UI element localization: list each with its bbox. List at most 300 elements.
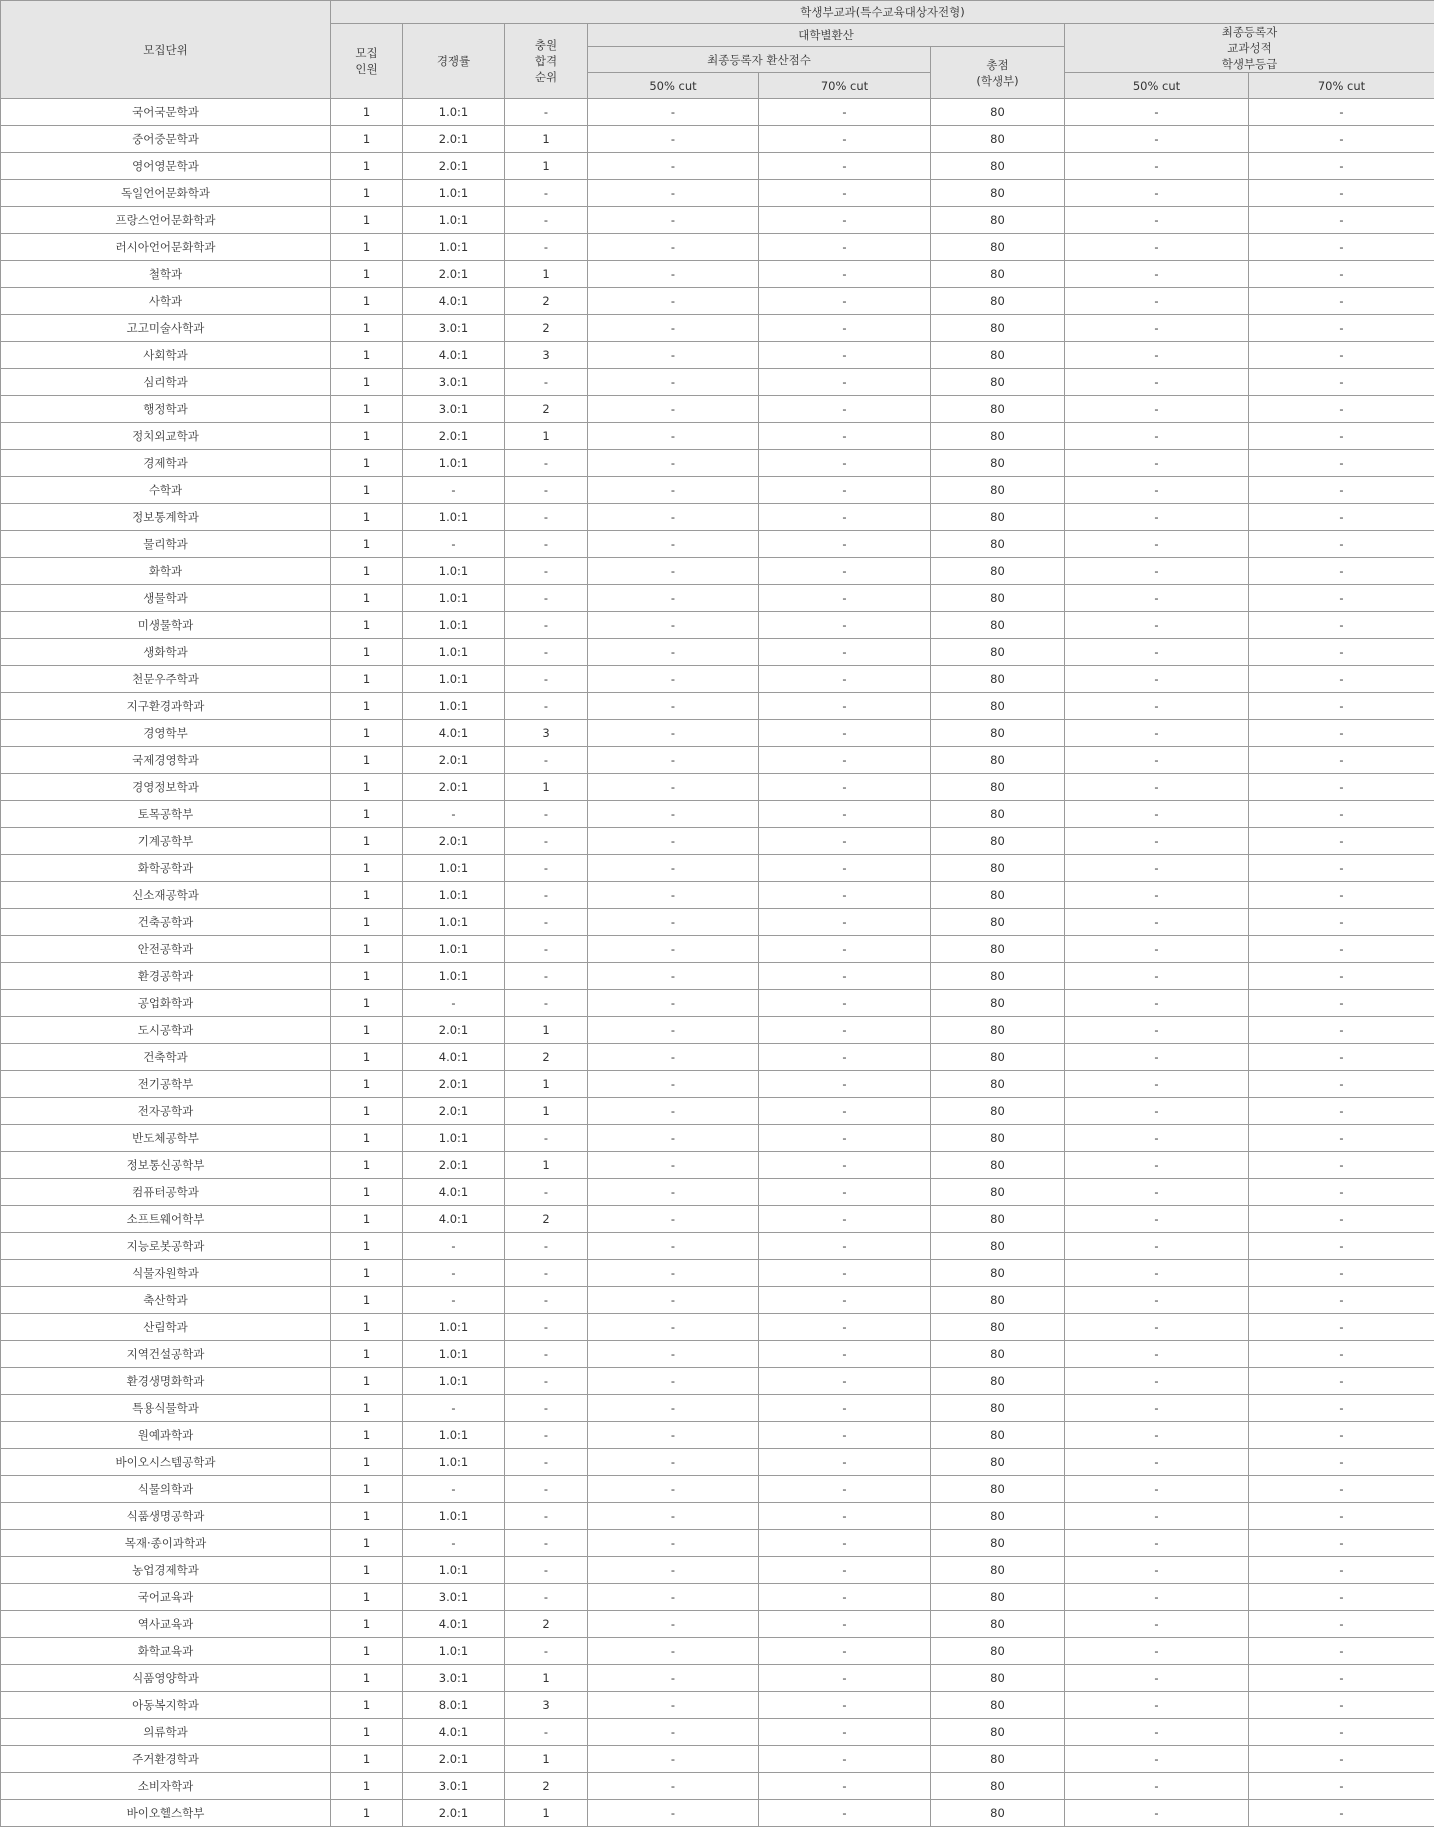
- unit-cell: 건축공학과: [1, 909, 331, 936]
- waitlist-cell: -: [505, 1125, 588, 1152]
- waitlist-cell: -: [505, 180, 588, 207]
- grade-cut70-cell: -: [1249, 1692, 1434, 1719]
- score-cut50-cell: -: [588, 1044, 759, 1071]
- score-cut50-cell: -: [588, 153, 759, 180]
- score-cut50-cell: -: [588, 504, 759, 531]
- ratio-cell: 1.0:1: [403, 1341, 505, 1368]
- total-score-cell: 80: [931, 1530, 1065, 1557]
- score-cut70-cell: -: [759, 1287, 931, 1314]
- quota-cell: 1: [331, 1773, 403, 1800]
- quota-cell: 1: [331, 369, 403, 396]
- ratio-cell: 2.0:1: [403, 1746, 505, 1773]
- score-cut50-cell: -: [588, 234, 759, 261]
- unit-cell: 화학공학과: [1, 855, 331, 882]
- table-row: [1, 558, 1434, 585]
- score-cut70-cell: -: [759, 1719, 931, 1746]
- total-score-cell: 80: [931, 1287, 1065, 1314]
- total-score-cell: 80: [931, 450, 1065, 477]
- score-cut50-cell: -: [588, 1719, 759, 1746]
- ratio-cell: 3.0:1: [403, 1584, 505, 1611]
- table-row: [1, 396, 1434, 423]
- total-score-cell: 80: [931, 369, 1065, 396]
- table-row: [1, 1665, 1434, 1692]
- header-final-converted-score: 최종등록자 환산점수: [588, 47, 931, 73]
- table-row: [1, 1746, 1434, 1773]
- grade-cut50-cell: -: [1065, 747, 1249, 774]
- quota-cell: 1: [331, 801, 403, 828]
- unit-cell: 지역건설공학과: [1, 1341, 331, 1368]
- waitlist-cell: 2: [505, 1044, 588, 1071]
- score-cut70-cell: -: [759, 1071, 931, 1098]
- score-cut70-cell: -: [759, 1152, 931, 1179]
- quota-cell: 1: [331, 747, 403, 774]
- total-score-cell: 80: [931, 1557, 1065, 1584]
- table-row: [1, 99, 1434, 126]
- total-score-cell: 80: [931, 1179, 1065, 1206]
- unit-cell: 국어국문학과: [1, 99, 331, 126]
- total-score-cell: 80: [931, 990, 1065, 1017]
- table-row: [1, 1368, 1434, 1395]
- score-cut70-cell: -: [759, 1800, 931, 1827]
- quota-cell: 1: [331, 990, 403, 1017]
- ratio-cell: 2.0:1: [403, 1152, 505, 1179]
- score-cut50-cell: -: [588, 1800, 759, 1827]
- score-cut50-cell: -: [588, 828, 759, 855]
- ratio-cell: 1.0:1: [403, 1368, 505, 1395]
- total-score-cell: 80: [931, 1206, 1065, 1233]
- grade-cut50-cell: -: [1065, 180, 1249, 207]
- total-score-cell: 80: [931, 666, 1065, 693]
- total-score-cell: 80: [931, 1773, 1065, 1800]
- grade-cut50-cell: -: [1065, 801, 1249, 828]
- quota-cell: 1: [331, 774, 403, 801]
- quota-cell: 1: [331, 180, 403, 207]
- score-cut50-cell: -: [588, 909, 759, 936]
- total-score-cell: 80: [931, 261, 1065, 288]
- quota-cell: 1: [331, 477, 403, 504]
- ratio-cell: -: [403, 1395, 505, 1422]
- quota-cell: 1: [331, 99, 403, 126]
- grade-cut50-cell: -: [1065, 1071, 1249, 1098]
- ratio-cell: 1.0:1: [403, 855, 505, 882]
- total-score-cell: 80: [931, 1368, 1065, 1395]
- total-score-cell: 80: [931, 1341, 1065, 1368]
- grade-cut70-cell: -: [1249, 450, 1434, 477]
- waitlist-cell: 1: [505, 774, 588, 801]
- unit-cell: 식품생명공학과: [1, 1503, 331, 1530]
- unit-cell: 역사교육과: [1, 1611, 331, 1638]
- ratio-cell: 8.0:1: [403, 1692, 505, 1719]
- score-cut70-cell: -: [759, 558, 931, 585]
- score-cut50-cell: -: [588, 1071, 759, 1098]
- unit-cell: 바이오헬스학부: [1, 1800, 331, 1827]
- grade-cut70-cell: -: [1249, 1017, 1434, 1044]
- score-cut50-cell: -: [588, 315, 759, 342]
- score-cut70-cell: -: [759, 1098, 931, 1125]
- quota-cell: 1: [331, 1584, 403, 1611]
- grade-cut50-cell: -: [1065, 909, 1249, 936]
- quota-cell: 1: [331, 1557, 403, 1584]
- unit-cell: 반도체공학부: [1, 1125, 331, 1152]
- ratio-cell: 3.0:1: [403, 369, 505, 396]
- grade-cut50-cell: -: [1065, 342, 1249, 369]
- score-cut70-cell: -: [759, 1260, 931, 1287]
- waitlist-cell: -: [505, 450, 588, 477]
- score-cut50-cell: -: [588, 1152, 759, 1179]
- unit-cell: 화학교육과: [1, 1638, 331, 1665]
- waitlist-cell: -: [505, 1233, 588, 1260]
- grade-cut70-cell: -: [1249, 882, 1434, 909]
- ratio-cell: 1.0:1: [403, 936, 505, 963]
- score-cut50-cell: -: [588, 1233, 759, 1260]
- table-row: [1, 1800, 1434, 1827]
- waitlist-cell: -: [505, 855, 588, 882]
- score-cut70-cell: -: [759, 261, 931, 288]
- score-cut70-cell: -: [759, 315, 931, 342]
- score-cut70-cell: -: [759, 288, 931, 315]
- table-row: [1, 477, 1434, 504]
- waitlist-cell: -: [505, 1449, 588, 1476]
- table-row: [1, 126, 1434, 153]
- score-cut50-cell: -: [588, 1125, 759, 1152]
- unit-cell: 바이오시스템공학과: [1, 1449, 331, 1476]
- table-row: [1, 801, 1434, 828]
- waitlist-cell: 2: [505, 1206, 588, 1233]
- grade-cut50-cell: -: [1065, 450, 1249, 477]
- total-score-cell: 80: [931, 1692, 1065, 1719]
- grade-cut50-cell: -: [1065, 99, 1249, 126]
- grade-cut50-cell: -: [1065, 639, 1249, 666]
- score-cut50-cell: -: [588, 126, 759, 153]
- ratio-cell: 1.0:1: [403, 612, 505, 639]
- unit-cell: 기계공학부: [1, 828, 331, 855]
- score-cut70-cell: -: [759, 720, 931, 747]
- score-cut50-cell: -: [588, 747, 759, 774]
- table-row: [1, 369, 1434, 396]
- table-row: [1, 1179, 1434, 1206]
- table-header: [1, 1, 1434, 99]
- waitlist-cell: -: [505, 1368, 588, 1395]
- grade-cut70-cell: -: [1249, 1260, 1434, 1287]
- score-cut50-cell: -: [588, 882, 759, 909]
- quota-cell: 1: [331, 1638, 403, 1665]
- table-row: [1, 153, 1434, 180]
- quota-cell: 1: [331, 153, 403, 180]
- score-cut50-cell: -: [588, 693, 759, 720]
- ratio-cell: 1.0:1: [403, 1314, 505, 1341]
- table-row: [1, 720, 1434, 747]
- total-score-cell: 80: [931, 855, 1065, 882]
- grade-cut70-cell: -: [1249, 1314, 1434, 1341]
- quota-cell: 1: [331, 1692, 403, 1719]
- score-cut50-cell: -: [588, 1773, 759, 1800]
- waitlist-cell: -: [505, 639, 588, 666]
- total-score-cell: 80: [931, 396, 1065, 423]
- score-cut50-cell: -: [588, 639, 759, 666]
- quota-cell: 1: [331, 531, 403, 558]
- ratio-cell: 1.0:1: [403, 639, 505, 666]
- grade-cut70-cell: -: [1249, 1800, 1434, 1827]
- total-score-cell: 80: [931, 288, 1065, 315]
- score-cut70-cell: -: [759, 1557, 931, 1584]
- score-cut70-cell: -: [759, 1638, 931, 1665]
- grade-cut70-cell: -: [1249, 1665, 1434, 1692]
- waitlist-cell: -: [505, 1179, 588, 1206]
- unit-cell: 산림학과: [1, 1314, 331, 1341]
- total-score-cell: 80: [931, 774, 1065, 801]
- unit-cell: 아동복지학과: [1, 1692, 331, 1719]
- score-cut50-cell: -: [588, 558, 759, 585]
- total-score-cell: 80: [931, 342, 1065, 369]
- waitlist-cell: 1: [505, 126, 588, 153]
- grade-cut50-cell: -: [1065, 531, 1249, 558]
- grade-cut70-cell: -: [1249, 909, 1434, 936]
- grade-cut50-cell: -: [1065, 1476, 1249, 1503]
- quota-cell: 1: [331, 1341, 403, 1368]
- total-score-cell: 80: [931, 882, 1065, 909]
- unit-cell: 안전공학과: [1, 936, 331, 963]
- grade-cut50-cell: -: [1065, 1314, 1249, 1341]
- waitlist-cell: -: [505, 504, 588, 531]
- ratio-cell: 1.0:1: [403, 450, 505, 477]
- ratio-cell: 1.0:1: [403, 1503, 505, 1530]
- waitlist-cell: -: [505, 558, 588, 585]
- waitlist-cell: -: [505, 1476, 588, 1503]
- grade-cut50-cell: -: [1065, 558, 1249, 585]
- grade-cut70-cell: -: [1249, 1179, 1434, 1206]
- score-cut70-cell: -: [759, 1746, 931, 1773]
- grade-cut70-cell: -: [1249, 747, 1434, 774]
- grade-cut50-cell: -: [1065, 1233, 1249, 1260]
- grade-cut50-cell: -: [1065, 693, 1249, 720]
- waitlist-cell: -: [505, 207, 588, 234]
- ratio-cell: 1.0:1: [403, 558, 505, 585]
- unit-cell: 프랑스언어문화학과: [1, 207, 331, 234]
- unit-cell: 심리학과: [1, 369, 331, 396]
- grade-cut70-cell: -: [1249, 990, 1434, 1017]
- total-score-cell: 80: [931, 963, 1065, 990]
- score-cut50-cell: -: [588, 450, 759, 477]
- unit-cell: 중어중문학과: [1, 126, 331, 153]
- header-score-cut-50: 50% cut: [588, 73, 759, 99]
- grade-cut70-cell: -: [1249, 1773, 1434, 1800]
- total-score-cell: 80: [931, 1449, 1065, 1476]
- score-cut70-cell: -: [759, 234, 931, 261]
- grade-cut70-cell: -: [1249, 801, 1434, 828]
- ratio-cell: 1.0:1: [403, 1449, 505, 1476]
- score-cut50-cell: -: [588, 369, 759, 396]
- table-row: [1, 612, 1434, 639]
- score-cut70-cell: -: [759, 1314, 931, 1341]
- score-cut50-cell: -: [588, 1476, 759, 1503]
- header-recruit-unit: 모집단위: [1, 1, 331, 99]
- table-row: [1, 828, 1434, 855]
- ratio-cell: 1.0:1: [403, 585, 505, 612]
- unit-cell: 사학과: [1, 288, 331, 315]
- grade-cut50-cell: -: [1065, 234, 1249, 261]
- score-cut50-cell: -: [588, 1314, 759, 1341]
- grade-cut50-cell: -: [1065, 1206, 1249, 1233]
- ratio-cell: 1.0:1: [403, 207, 505, 234]
- ratio-cell: 2.0:1: [403, 261, 505, 288]
- waitlist-cell: -: [505, 1638, 588, 1665]
- score-cut70-cell: -: [759, 1530, 931, 1557]
- grade-cut70-cell: -: [1249, 531, 1434, 558]
- table-row: [1, 1125, 1434, 1152]
- ratio-cell: 4.0:1: [403, 342, 505, 369]
- unit-cell: 토목공학부: [1, 801, 331, 828]
- header-grade-cut-70: 70% cut: [1249, 73, 1434, 99]
- grade-cut50-cell: -: [1065, 774, 1249, 801]
- ratio-cell: 2.0:1: [403, 153, 505, 180]
- unit-cell: 경영정보학과: [1, 774, 331, 801]
- grade-cut70-cell: -: [1249, 612, 1434, 639]
- ratio-cell: -: [403, 801, 505, 828]
- waitlist-cell: 1: [505, 1746, 588, 1773]
- table-row: [1, 1098, 1434, 1125]
- score-cut50-cell: -: [588, 423, 759, 450]
- quota-cell: 1: [331, 720, 403, 747]
- table-row: [1, 1314, 1434, 1341]
- quota-cell: 1: [331, 342, 403, 369]
- score-cut50-cell: -: [588, 1503, 759, 1530]
- total-score-cell: 80: [931, 1071, 1065, 1098]
- unit-cell: 목재·종이과학과: [1, 1530, 331, 1557]
- table-row: [1, 774, 1434, 801]
- table-row: [1, 1476, 1434, 1503]
- unit-cell: 신소재공학과: [1, 882, 331, 909]
- unit-cell: 농업경제학과: [1, 1557, 331, 1584]
- grade-cut50-cell: -: [1065, 369, 1249, 396]
- total-score-cell: 80: [931, 1422, 1065, 1449]
- grade-cut70-cell: -: [1249, 261, 1434, 288]
- table-row: [1, 1206, 1434, 1233]
- score-cut50-cell: -: [588, 1530, 759, 1557]
- quota-cell: 1: [331, 963, 403, 990]
- total-score-cell: 80: [931, 639, 1065, 666]
- quota-cell: 1: [331, 639, 403, 666]
- table-row: [1, 504, 1434, 531]
- waitlist-cell: -: [505, 1422, 588, 1449]
- grade-cut70-cell: -: [1249, 1233, 1434, 1260]
- quota-cell: 1: [331, 585, 403, 612]
- quota-cell: 1: [331, 1287, 403, 1314]
- waitlist-cell: -: [505, 1287, 588, 1314]
- unit-cell: 영어영문학과: [1, 153, 331, 180]
- grade-cut70-cell: -: [1249, 1368, 1434, 1395]
- table-row: [1, 1692, 1434, 1719]
- score-cut70-cell: -: [759, 828, 931, 855]
- quota-cell: 1: [331, 666, 403, 693]
- score-cut70-cell: -: [759, 1773, 931, 1800]
- score-cut50-cell: -: [588, 1017, 759, 1044]
- grade-cut70-cell: -: [1249, 315, 1434, 342]
- grade-cut50-cell: -: [1065, 585, 1249, 612]
- grade-cut50-cell: -: [1065, 1692, 1249, 1719]
- unit-cell: 물리학과: [1, 531, 331, 558]
- waitlist-cell: 1: [505, 153, 588, 180]
- table-row: [1, 1260, 1434, 1287]
- quota-cell: 1: [331, 126, 403, 153]
- total-score-cell: 80: [931, 1314, 1065, 1341]
- score-cut70-cell: -: [759, 1611, 931, 1638]
- ratio-cell: -: [403, 1530, 505, 1557]
- table-row: [1, 1017, 1434, 1044]
- waitlist-cell: 2: [505, 396, 588, 423]
- header-grade-cut-50: 50% cut: [1065, 73, 1249, 99]
- grade-cut50-cell: -: [1065, 1260, 1249, 1287]
- total-score-cell: 80: [931, 1800, 1065, 1827]
- grade-cut70-cell: -: [1249, 396, 1434, 423]
- unit-cell: 전기공학부: [1, 1071, 331, 1098]
- grade-cut50-cell: -: [1065, 1179, 1249, 1206]
- grade-cut70-cell: -: [1249, 1152, 1434, 1179]
- grade-cut70-cell: -: [1249, 1611, 1434, 1638]
- grade-cut70-cell: -: [1249, 423, 1434, 450]
- ratio-cell: 4.0:1: [403, 720, 505, 747]
- ratio-cell: 3.0:1: [403, 1773, 505, 1800]
- grade-cut70-cell: -: [1249, 1287, 1434, 1314]
- table-row: [1, 1341, 1434, 1368]
- quota-cell: 1: [331, 1719, 403, 1746]
- unit-cell: 천문우주학과: [1, 666, 331, 693]
- quota-cell: 1: [331, 828, 403, 855]
- ratio-cell: 2.0:1: [403, 126, 505, 153]
- score-cut50-cell: -: [588, 1287, 759, 1314]
- grade-cut70-cell: -: [1249, 153, 1434, 180]
- waitlist-cell: -: [505, 531, 588, 558]
- table-row: [1, 342, 1434, 369]
- header-total-score: 총점 (학생부): [931, 47, 1065, 99]
- ratio-cell: 4.0:1: [403, 1206, 505, 1233]
- grade-cut50-cell: -: [1065, 288, 1249, 315]
- quota-cell: 1: [331, 450, 403, 477]
- quota-cell: 1: [331, 234, 403, 261]
- quota-cell: 1: [331, 1206, 403, 1233]
- grade-cut70-cell: -: [1249, 1395, 1434, 1422]
- ratio-cell: 4.0:1: [403, 1179, 505, 1206]
- ratio-cell: 1.0:1: [403, 504, 505, 531]
- score-cut50-cell: -: [588, 585, 759, 612]
- grade-cut50-cell: -: [1065, 1422, 1249, 1449]
- total-score-cell: 80: [931, 1098, 1065, 1125]
- score-cut70-cell: -: [759, 882, 931, 909]
- waitlist-cell: -: [505, 1503, 588, 1530]
- score-cut70-cell: -: [759, 1179, 931, 1206]
- grade-cut50-cell: -: [1065, 207, 1249, 234]
- waitlist-cell: 1: [505, 1017, 588, 1044]
- table-row: [1, 261, 1434, 288]
- ratio-cell: 3.0:1: [403, 396, 505, 423]
- ratio-cell: -: [403, 1260, 505, 1287]
- unit-cell: 정보통계학과: [1, 504, 331, 531]
- grade-cut70-cell: -: [1249, 1530, 1434, 1557]
- unit-cell: 식물자원학과: [1, 1260, 331, 1287]
- ratio-cell: 2.0:1: [403, 423, 505, 450]
- table-body: [1, 99, 1434, 1827]
- quota-cell: 1: [331, 288, 403, 315]
- quota-cell: 1: [331, 1179, 403, 1206]
- quota-cell: 1: [331, 261, 403, 288]
- grade-cut70-cell: -: [1249, 1557, 1434, 1584]
- waitlist-cell: 1: [505, 1098, 588, 1125]
- ratio-cell: -: [403, 1476, 505, 1503]
- total-score-cell: 80: [931, 423, 1065, 450]
- score-cut70-cell: -: [759, 423, 931, 450]
- ratio-cell: 1.0:1: [403, 1125, 505, 1152]
- score-cut50-cell: -: [588, 180, 759, 207]
- grade-cut70-cell: -: [1249, 1746, 1434, 1773]
